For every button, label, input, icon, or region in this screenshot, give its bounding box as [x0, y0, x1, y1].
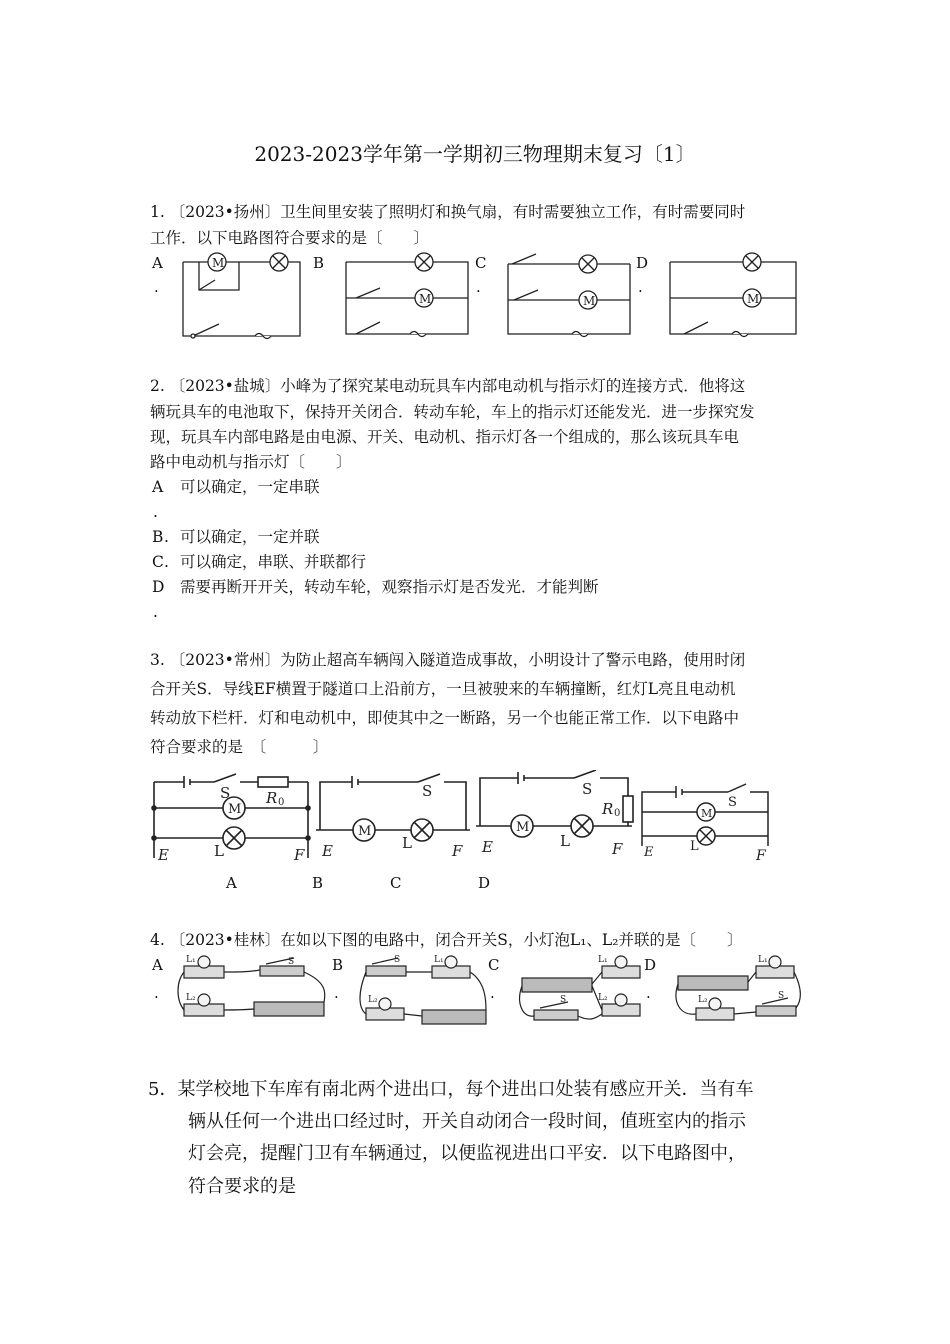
q3-c-s-label: S	[582, 780, 593, 798]
q4-option-c-label: C	[488, 956, 500, 974]
q3-d-s-label: S	[728, 795, 737, 810]
q4-option-c-dot: .	[490, 984, 495, 1002]
q3-line-1: 3. 〔2023•常州〕为防止超高车辆闯入隧道造成事故，小明设计了警示电路，使用时闭	[150, 651, 746, 669]
q4-option-d-label: D	[644, 956, 657, 974]
q1-option-b-label: B	[313, 254, 325, 272]
q4-a-l2-label: L₂	[186, 993, 196, 1003]
q3-b-s-label: S	[422, 782, 433, 800]
q4-d-l2-label: L₂	[698, 995, 708, 1005]
q1-circuit-b	[338, 250, 476, 342]
q1-option-c-dot: .	[476, 278, 481, 296]
q3-b-l-label: L	[402, 834, 412, 852]
q2-line-1: 2. 〔2023•盐城〕小峰为了探究某电动玩具车内部电动机与指示灯的连接方式．他将这	[150, 377, 746, 395]
q2-option-a-text: 可以确定，一定串联	[180, 478, 320, 496]
q1-d-motor-label: M	[747, 292, 760, 306]
q1-option-c-label: C	[475, 254, 487, 272]
q1-line-2: 工作．以下电路图符合要求的是〔 〕	[150, 229, 430, 247]
q2-option-b-text: 可以确定，一定并联	[180, 528, 320, 546]
q4-b-l2-label: L₂	[368, 995, 378, 1005]
q3-a-motor-label: M	[228, 802, 242, 817]
q1-option-d-dot: .	[638, 278, 643, 296]
q2-line-4: 路中电动机与指示灯〔 〕	[150, 453, 352, 471]
q2-option-c-dot: .	[164, 553, 169, 571]
q3-b-f-label: F	[452, 842, 463, 860]
q1-circuit-a	[175, 250, 310, 342]
q3-c-l-label: L	[560, 832, 570, 850]
q3-d-f-label: F	[756, 848, 766, 864]
q3-circuit-c	[474, 770, 638, 862]
q4-c-l2-label: L₂	[598, 993, 608, 1003]
q3-circuit-d	[636, 780, 774, 866]
q2-option-b-dot: .	[164, 528, 169, 546]
q4-d-s-label: S	[778, 991, 785, 1001]
q4-option-b-dot: .	[334, 984, 339, 1002]
q1-a-motor-label: M	[212, 256, 225, 270]
q3-circuit-a	[148, 772, 314, 864]
q4-a-s-label: S	[288, 957, 295, 967]
q4-option-a-dot: .	[154, 984, 159, 1002]
q3-c-r-label: R	[602, 800, 614, 818]
q3-option-d-label: D	[478, 874, 491, 892]
q1-circuit-d	[662, 250, 802, 342]
q3-b-e-label: E	[322, 842, 333, 860]
q4-option-d-dot: .	[646, 984, 651, 1002]
q3-a-r-sub: 0	[278, 797, 285, 808]
q2-line-2: 辆玩具车的电池取下，保持开关闭合．转动车轮，车上的指示灯还能发光．进一步探究发	[150, 403, 755, 421]
q5-line-1: 5．某学校地下车库有南北两个进出口，每个进出口处装有感应开关．当有车	[148, 1079, 754, 1100]
q4-picture-a	[176, 952, 336, 1030]
q4-picture-c	[514, 952, 648, 1032]
q4-option-b-label: B	[332, 956, 344, 974]
q3-circuit-b	[314, 772, 472, 864]
q3-line-2: 合开关S．导线EF横置于隧道口上沿前方，一旦被驶来的车辆撞断，红灯L亮且电动机	[150, 680, 736, 698]
q3-option-a-label: A	[226, 874, 237, 892]
q1-option-d-label: D	[636, 254, 649, 272]
q2-option-b-letter: B	[152, 528, 164, 546]
q3-option-b-label: B	[312, 874, 324, 892]
q3-a-l-label: L	[214, 842, 224, 860]
q2-option-c-text: 可以确定，串联、并联都行	[180, 553, 367, 571]
q2-line-3: 现，玩具车内部电路是由电源、开关、电动机、指示灯各一个组成的，那么该玩具车电	[150, 428, 740, 446]
q4-b-l1-label: L₁	[434, 955, 444, 965]
q3-option-c-label: C	[390, 874, 402, 892]
q3-line-4: 符合要求的是 〔 〕	[150, 738, 329, 756]
q4-c-s-label: S	[560, 995, 567, 1005]
q4-a-l1-label: L₁	[186, 955, 196, 965]
q4-picture-b	[356, 952, 490, 1032]
q4-option-a-label: A	[152, 956, 163, 974]
q3-a-s-label: S	[220, 784, 231, 802]
q5-line-3: 灯会亮，提醒门卫有车辆通过，以便监视进出口平安．以下电路图中，	[188, 1143, 746, 1164]
q1-option-a-dot: .	[154, 278, 159, 296]
q4-picture-d	[670, 952, 804, 1032]
q3-d-motor-label: M	[701, 807, 713, 820]
q1-line-1: 1. 〔2023•扬州〕卫生间里安装了照明灯和换气扇，有时需要独立工作，有时需要同时	[150, 203, 746, 221]
page-title: 2023-2023学年第一学期初三物理期末复习〔1〕	[254, 142, 696, 166]
q3-d-e-label: E	[644, 845, 654, 860]
q1-b-motor-label: M	[419, 292, 432, 306]
q1-c-motor-label: M	[583, 294, 596, 308]
q3-c-motor-label: M	[516, 820, 530, 835]
q3-c-e-label: E	[482, 838, 493, 856]
q3-a-f-label: F	[294, 846, 305, 864]
q3-d-l-label: L	[690, 839, 699, 854]
q2-option-c-letter: C	[152, 553, 164, 571]
q3-c-r-sub: 0	[614, 808, 621, 819]
q4-b-s-label: S	[394, 955, 401, 965]
q3-a-e-label: E	[158, 846, 169, 864]
q4-line: 4. 〔2023•桂林〕在如以下图的电路中，闭合开关S，小灯泡L₁、L₂并联的是〔 〕	[150, 931, 743, 949]
q5-line-2: 辆从任何一个进出口经过时，开关自动闭合一段时间，值班室内的指示	[188, 1111, 746, 1132]
q2-option-d-letter: D	[152, 578, 165, 596]
q2-option-d-dot: .	[153, 603, 158, 621]
q3-a-r-label: R	[266, 789, 278, 807]
q4-d-l1-label: L₁	[758, 955, 768, 965]
q2-option-a-letter: A	[152, 478, 164, 496]
q4-c-l1-label: L₁	[598, 955, 608, 965]
q2-option-a-dot: .	[153, 503, 158, 521]
q1-circuit-c	[500, 250, 638, 342]
q3-b-motor-label: M	[358, 824, 372, 839]
q2-option-d-text: 需要再断开开关，转动车轮，观察指示灯是否发光．才能判断	[180, 578, 599, 596]
q1-option-a-label: A	[152, 254, 163, 272]
q5-line-4: 符合要求的是	[188, 1176, 296, 1197]
q3-c-f-label: F	[612, 840, 623, 858]
q3-line-3: 转动放下栏杆．灯和电动机中，即使其中之一断路，另一个也能正常工作．以下电路中	[150, 709, 740, 727]
